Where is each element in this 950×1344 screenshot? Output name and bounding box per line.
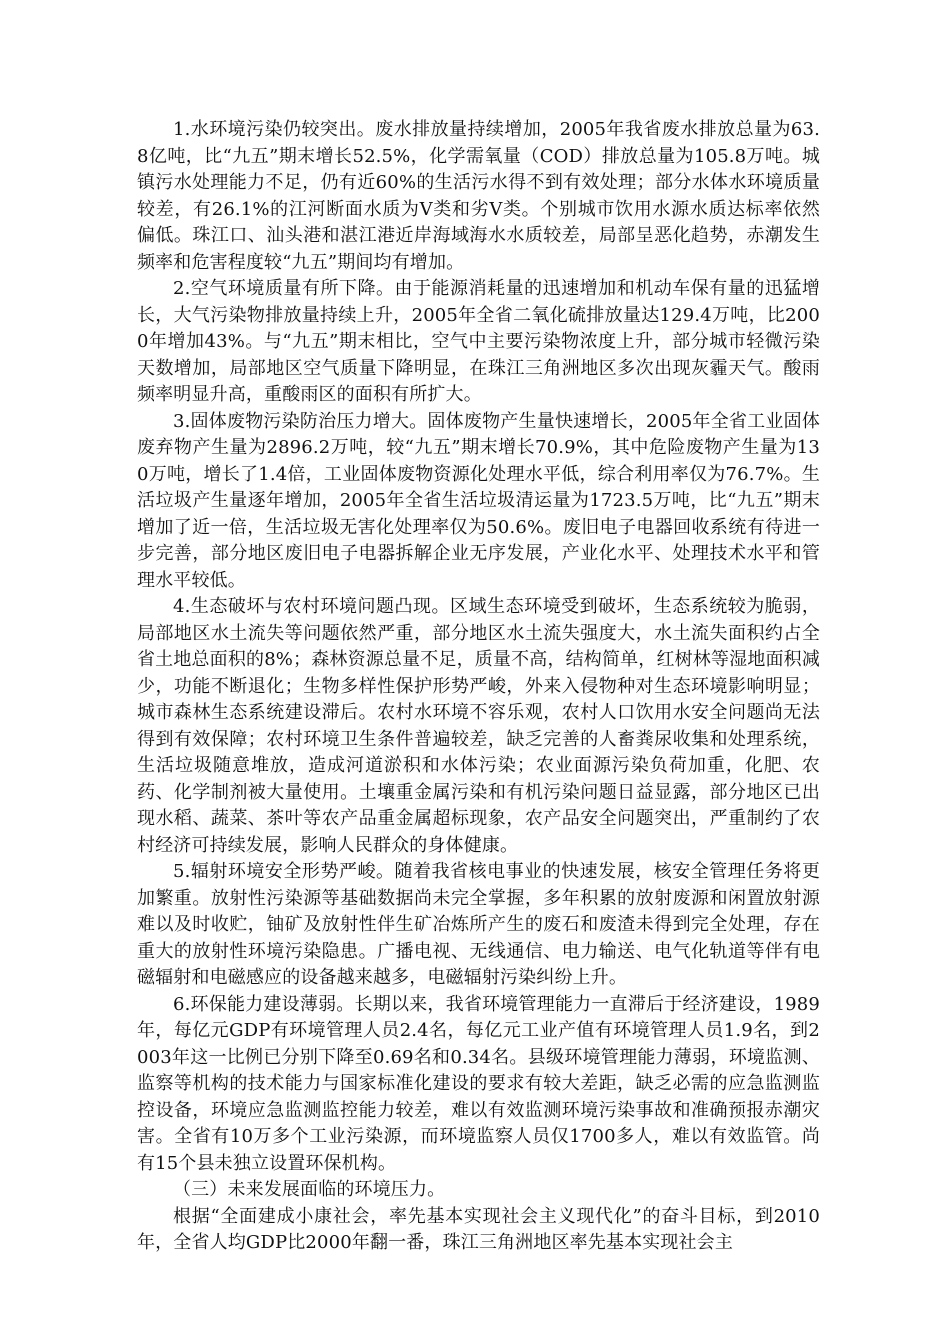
paragraph-ecology-rural: 4.生态破坏与农村环境问题凸现。区域生态环境受到破坏，生态系统较为脆弱，局部地区水土流失等问题依然严重，部分地区水土流失强度大，水土流失面积约占全省土地总面积的8%；森林资源总量不足，质量不高，结构简单，红树林等湿地面积减少，功能不断退化；生物多样性保护形势严峻，外来入侵物种对生态环境影响明显；城市森林生态系统建设滞后。农村水环境不容乐观，农村人口饮用水安全问题尚无法得到有效保障；农村环境卫生条件普遍较差，缺乏完善的人畜粪尿收集和处理系统，生活垃圾随意堆放，造成河道淤积和水体污染；农业面源污染负荷加重，化肥、农药、化学制剂被大量使用。土壤重金属污染和有机污染问题日益显露，部分地区已出现水稻、蔬菜、茶叶等农产品重金属超标现象，农产品安全问题突出，严重制约了农村经济可持续发展，影响人民群众的身体健康。 (137, 596, 820, 856)
paragraph-water-pollution: 1.水环境污染仍较突出。废水排放量持续增加，2005年我省废水排放总量为63.8亿吨，比“九五”期末增长52.5%，化学需氧量（COD）排放总量为105.8万吨。城镇污水处理能力不足，仍有近60%的生活污水得不到有效处理；部分水体水环境质量较差，有26.1%的江河断面水质为Ⅴ类和劣Ⅴ类。个别城市饮用水源水质达标率依然偏低。珠江口、汕头港和湛江港近岸海域海水水质较差，局部呈恶化趋势，赤潮发生频率和危害程度较“九五”期间均有增加。 (137, 119, 820, 273)
paragraph-radiation: 5.辐射环境安全形势严峻。随着我省核电事业的快速发展，核安全管理任务将更加繁重。放射性污染源等基础数据尚未完全掌握，多年积累的放射废源和闲置放射源难以及时收贮，铀矿及放射性伴生矿冶炼所产生的废石和废渣未得到完全处理，存在重大的放射性环境污染隐患。广播电视、无线通信、电力输送、电气化轨道等伴有电磁辐射和电磁感应的设备越来越多，电磁辐射污染纠纷上升。 (137, 861, 820, 988)
paragraph-future-goals: 根据“全面建成小康社会，率先基本实现社会主义现代化”的奋斗目标，到2010年，全省人均GDP比2000年翻一番，珠江三角洲地区率先基本实现社会主 (137, 1205, 820, 1253)
paragraph-air-quality: 2.空气环境质量有所下降。由于能源消耗量的迅速增加和机动车保有量的迅猛增长，大气污染物排放量持续上升，2005年全省二氧化硫排放量达129.4万吨，比2000年增加43%。与“九五”期末相比，空气中主要污染物浓度上升，部分城市轻微污染天数增加，局部地区空气质量下降明显，在珠江三角洲地区多次出现灰霾天气。酸雨频率明显升高，重酸雨区的面积有所扩大。 (137, 278, 820, 405)
paragraph-solid-waste: 3.固体废物污染防治压力增大。固体废物产生量快速增长，2005年全省工业固体废弃物产生量为2896.2万吨，较“九五”期末增长70.9%，其中危险废物产生量为130万吨，增长了1.4倍，工业固体废物资源化处理水平低，综合利用率仅为76.7%。生活垃圾产生量逐年增加，2005年全省生活垃圾清运量为1723.5万吨，比“九五”期末增加了近一倍，生活垃圾无害化处理率仅为50.6%。废旧电子电器回收系统有待进一步完善，部分地区废旧电子电器拆解企业无序发展，产业化水平、处理技术水平和管理水平较低。 (137, 410, 820, 591)
paragraph-capacity-building: 6.环保能力建设薄弱。长期以来，我省环境管理能力一直滞后于经济建设，1989年，每亿元GDP有环境管理人员2.4名，每亿元工业产值有环境管理人员1.9名，到2003年这一比例已分别下降至0.69名和0.34名。县级环境管理能力薄弱，环境监测、监察等机构的技术能力与国家标准化建设的要求有较大差距，缺乏必需的应急监测监控设备，环境应急监测监控能力较差，难以有效监测环境污染事故和准确预报赤潮灾害。全省有10万多个工业污染源，而环境监察人员仅1700多人，难以有效监管。尚有15个县未独立设置环保机构。 (137, 993, 820, 1174)
document-body (137, 117, 820, 1257)
section-heading-future-pressure: （三）未来发展面临的环境压力。 (173, 1179, 446, 1200)
